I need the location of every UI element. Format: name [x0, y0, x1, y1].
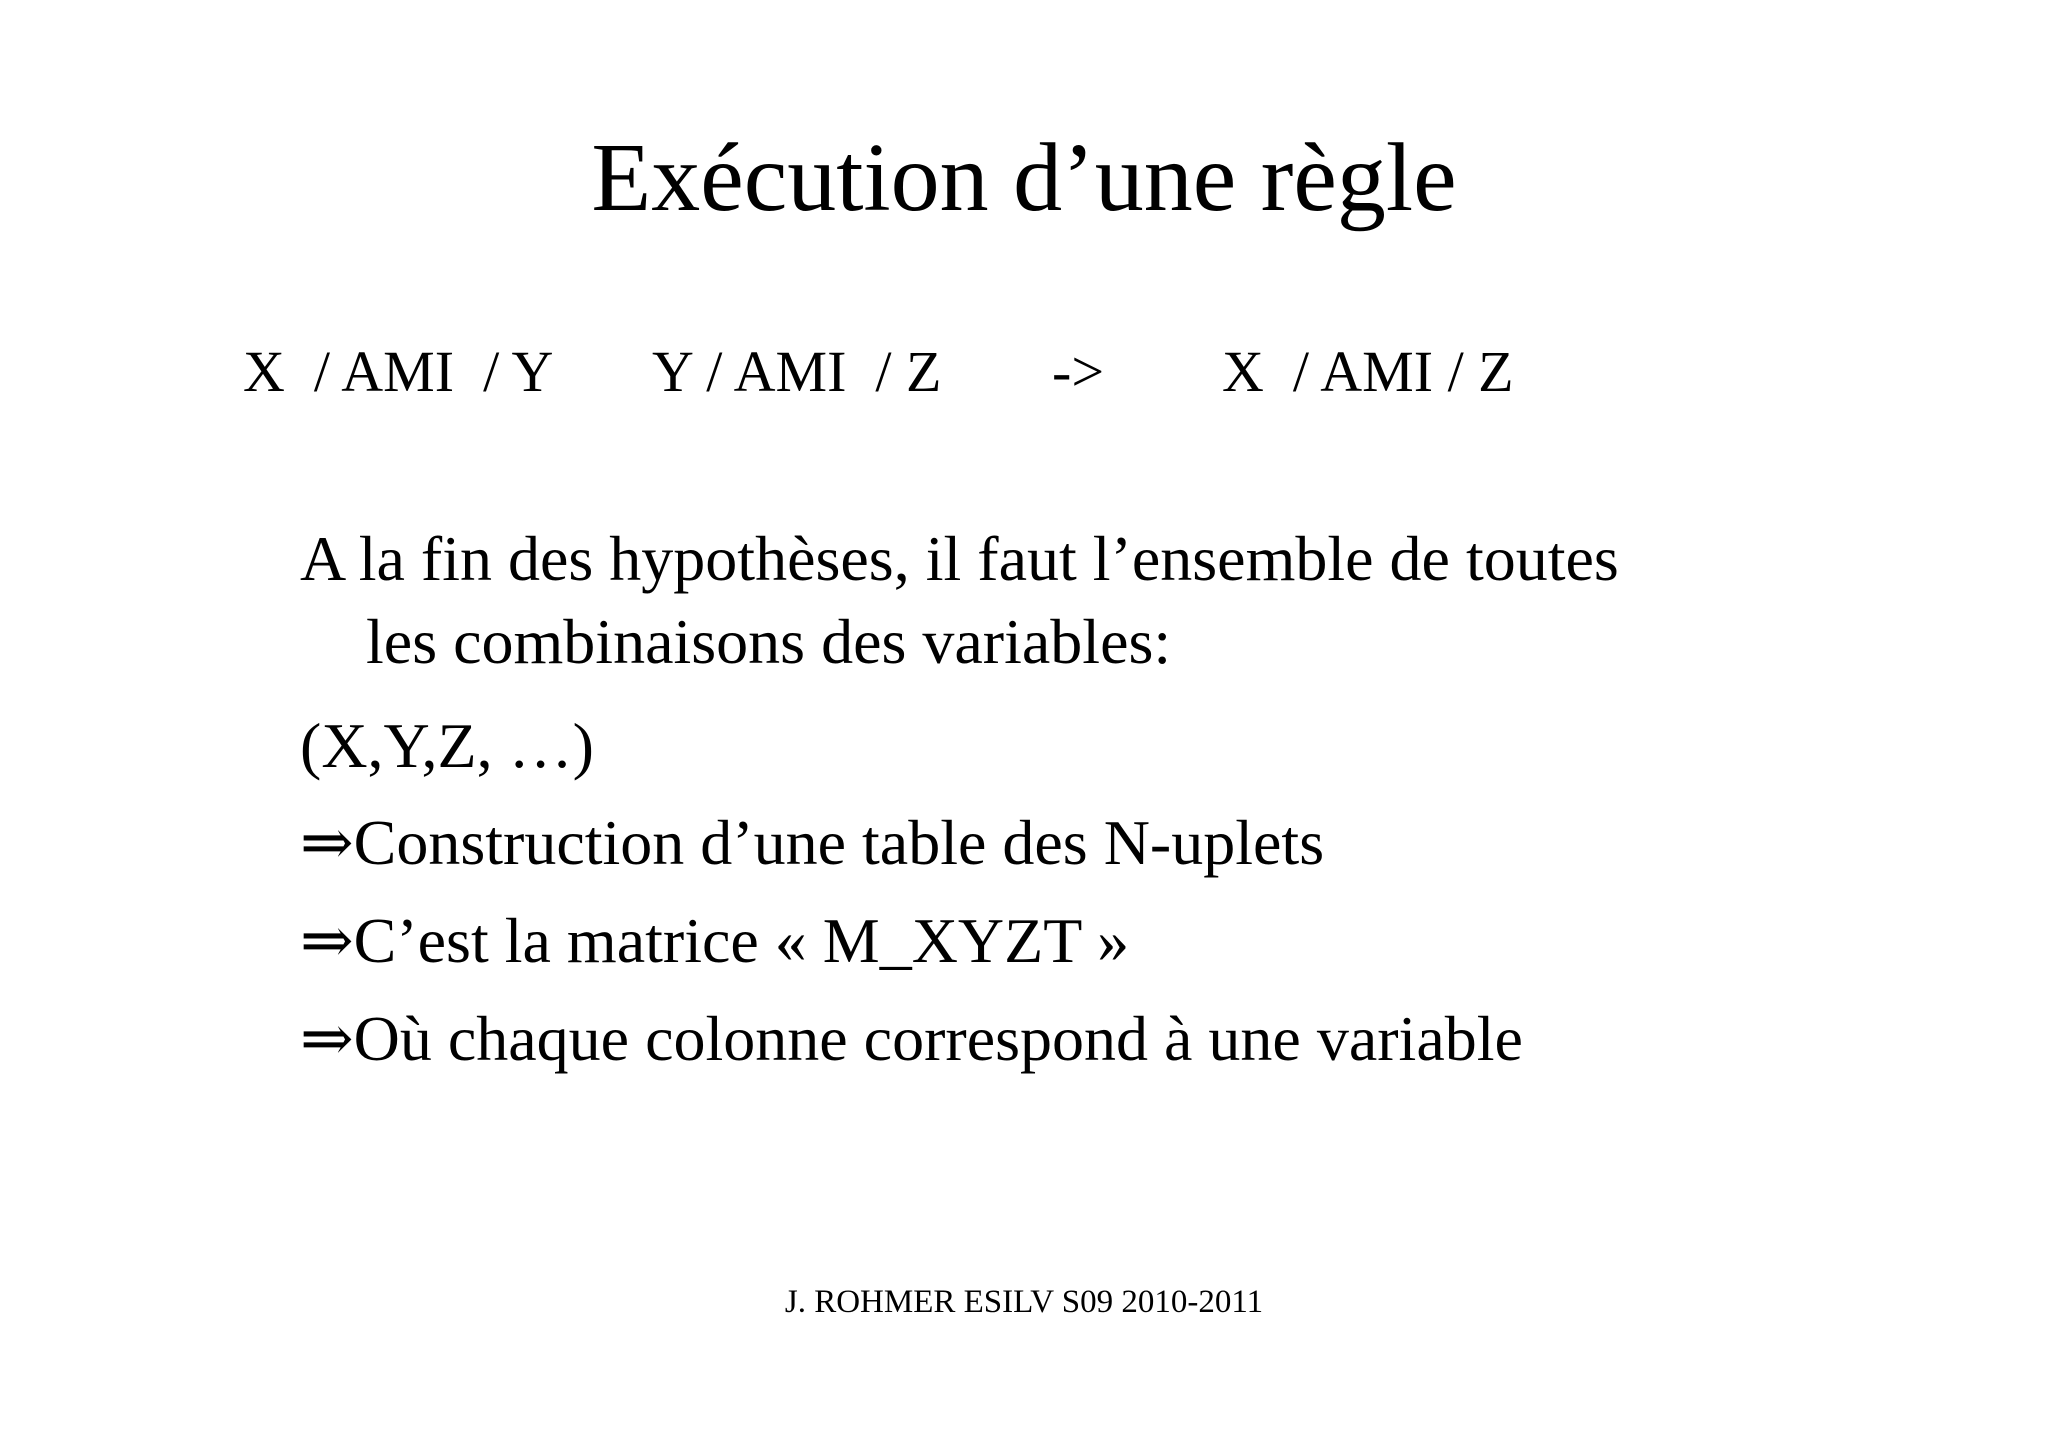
body-line-6: ⇒Où chaque colonne correspond à une variable [300, 1003, 1523, 1074]
body-line-5: ⇒C’est la matrice « M_XYZT » [300, 905, 1130, 976]
slide-footer: J. ROHMER ESILV S09 2010-2011 [784, 1284, 1264, 1320]
rule-premise-1: X / AMI / Y [243, 339, 554, 404]
rule-premise-2: Y / AMI / Z [652, 339, 942, 404]
body-line-4: ⇒Construction d’une table des N-uplets [300, 807, 1325, 878]
body-line-1: A la fin des hypothèses, il faut l’ensemble de toutes [300, 523, 1619, 594]
slide-title: Exécution d’une règle [591, 124, 1457, 232]
rule-arrow: -> [1052, 339, 1105, 404]
body-line-2: les combinaisons des variables: [366, 606, 1172, 677]
body-line-3: (X,Y,Z, …) [300, 710, 594, 781]
rule-conclusion: X / AMI / Z [1222, 339, 1514, 404]
